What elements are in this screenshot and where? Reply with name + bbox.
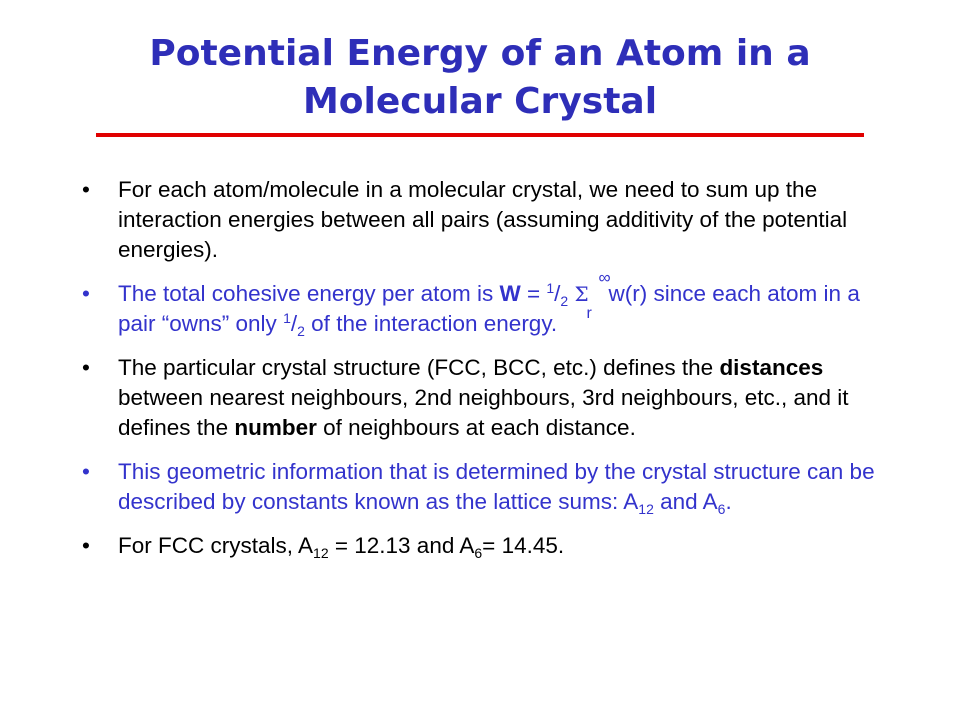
subscript-6: 6: [474, 545, 483, 561]
bullet-dot: •: [82, 355, 90, 380]
bullet-text: of neighbours at each distance.: [316, 415, 636, 440]
fraction-denominator: 2: [297, 323, 305, 339]
bullet-text: = 12.13 and A: [328, 533, 475, 558]
sum-index: r: [586, 305, 592, 322]
bullet-crystal-structure: [82, 353, 882, 443]
bullet-dot: •: [82, 533, 90, 558]
bullet-text: This geometric information that is determined by the crystal structure can be described by constants known as the lattice sums: A: [118, 459, 875, 514]
bold-term-number: number: [234, 415, 317, 440]
summation-symbol: [574, 268, 611, 322]
bullet-text: The particular crystal structure (FCC, BCC, etc.) defines the: [118, 355, 720, 380]
fraction-slash: /: [290, 311, 298, 336]
symbol-w: W: [499, 281, 521, 306]
bold-term-distances: distances: [719, 355, 824, 380]
subscript-12: 12: [313, 545, 329, 561]
subscript-12: 12: [638, 501, 654, 517]
bullet-text: =: [520, 281, 547, 306]
bullet-text: .: [725, 489, 732, 514]
title-underline-rule: [96, 133, 864, 137]
subscript-6: 6: [717, 501, 726, 517]
bullet-dot: •: [82, 177, 90, 202]
bullet-fcc-values: [82, 531, 882, 561]
bullet-list: [82, 175, 882, 575]
bullet-text: of the interaction energy.: [304, 311, 558, 336]
fraction-numerator: 1: [283, 310, 291, 326]
bullet-cohesive-energy: [82, 268, 882, 339]
bullet-dot: •: [82, 459, 90, 484]
bullet-text: The total cohesive energy per atom is: [118, 281, 500, 306]
bullet-lattice-sums: [82, 457, 882, 517]
infinity-superscript: ∞: [598, 268, 611, 287]
fraction-slash: /: [554, 281, 561, 306]
fraction-numerator: 1: [546, 280, 555, 296]
bullet-sum-interactions: [82, 175, 882, 265]
slide-title: Potential Energy of an Atom in a Molecular Crystal: [149, 33, 811, 122]
bullet-dot: •: [82, 281, 90, 306]
bullet-text: w(r) since each atom in a pair “owns” only: [118, 281, 860, 336]
sigma-glyph: Σ: [574, 282, 589, 306]
bullet-text: For FCC crystals, A: [118, 533, 314, 558]
bullet-text: = 14.45.: [482, 533, 565, 558]
bullet-text: between nearest neighbours, 2nd neighbours, 3rd neighbours, etc., and it defines the: [118, 385, 849, 440]
bullet-text: and A: [653, 489, 718, 514]
bullet-text: For each atom/molecule in a molecular crystal, we need to sum up the interaction energies between all pairs (assuming additivity of the potential energies).: [118, 177, 848, 262]
fraction-denominator: 2: [560, 293, 569, 309]
